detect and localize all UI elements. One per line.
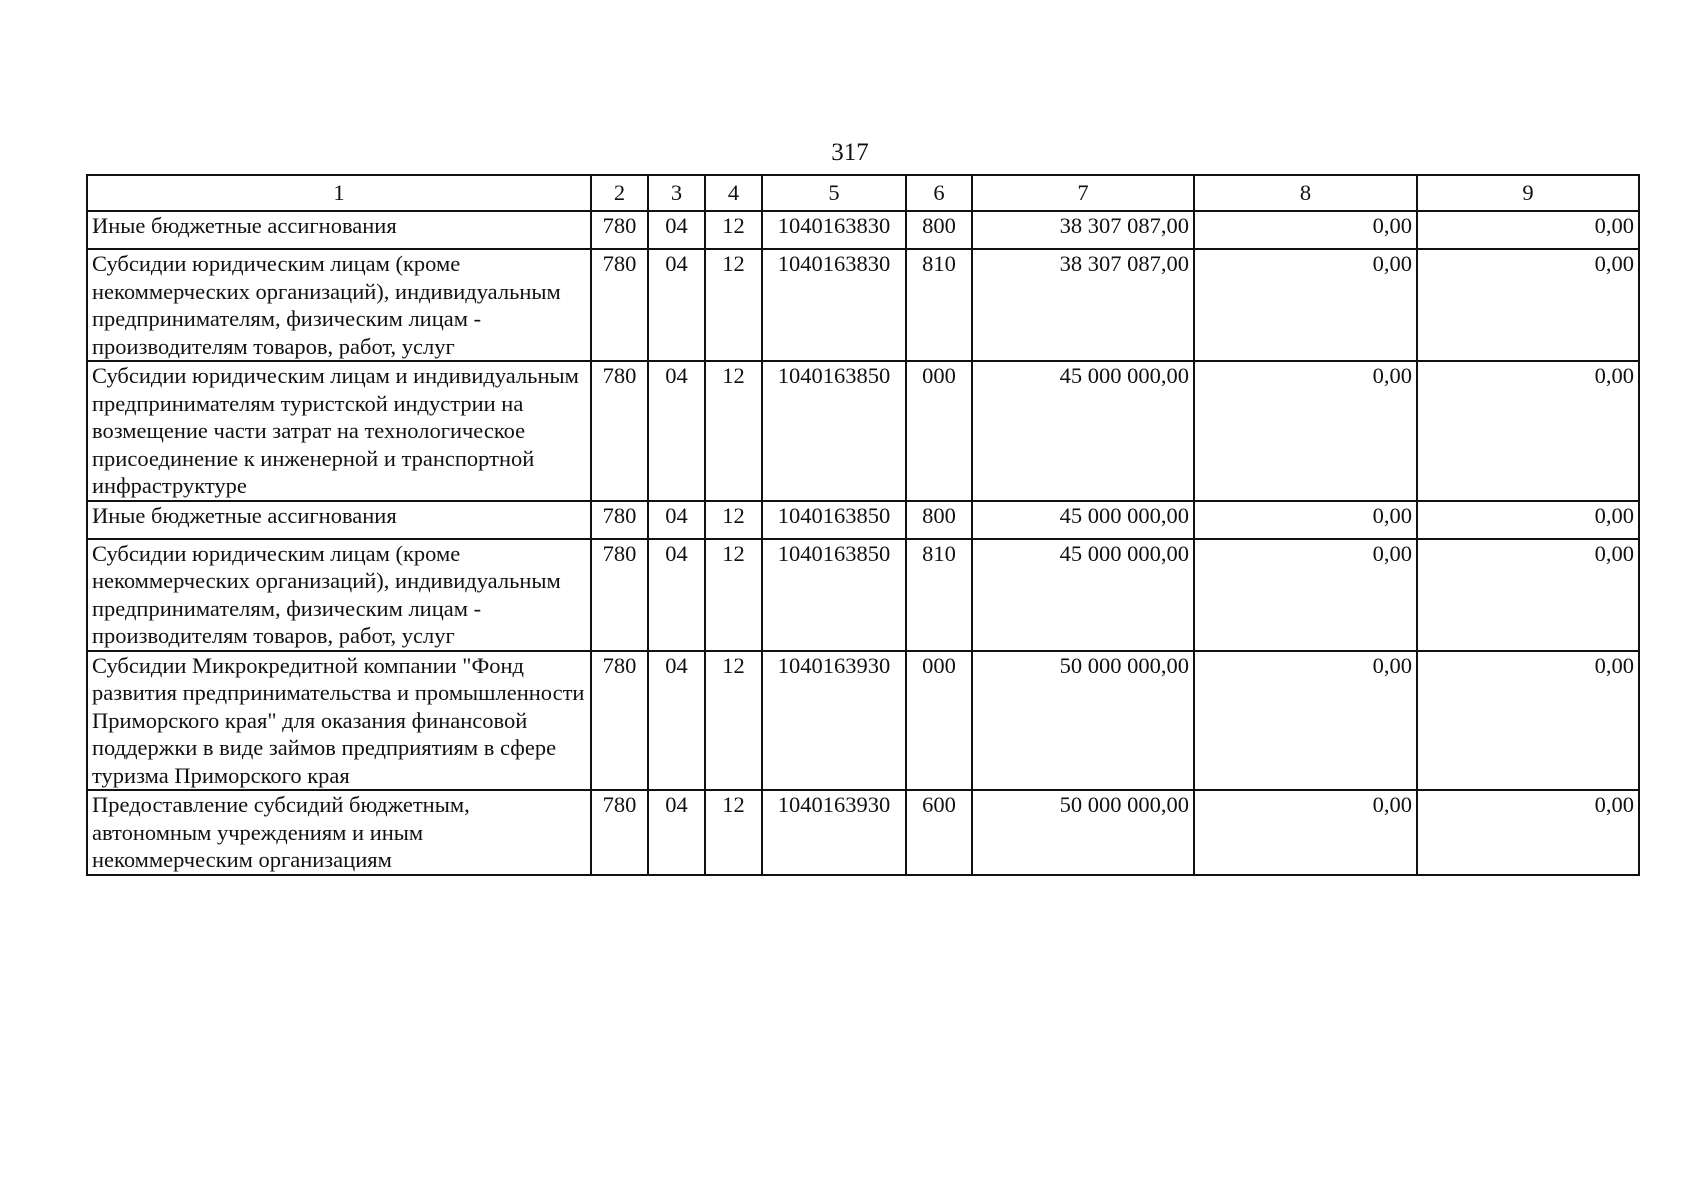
table-row bbox=[87, 211, 1639, 249]
row-section-code: 04 bbox=[648, 790, 705, 875]
column-header: 5 bbox=[762, 175, 906, 211]
table-row bbox=[87, 361, 1639, 501]
row-amount-7: 50 000 000,00 bbox=[972, 651, 1194, 791]
row-subsection-code: 12 bbox=[705, 501, 762, 539]
row-name: Иные бюджетные ассигнования bbox=[87, 501, 591, 539]
table-row bbox=[87, 651, 1639, 791]
row-expense-type: 810 bbox=[906, 539, 972, 651]
row-ministry-code: 780 bbox=[591, 790, 648, 875]
row-amount-7: 38 307 087,00 bbox=[972, 211, 1194, 249]
row-expense-type: 810 bbox=[906, 249, 972, 361]
row-name: Субсидии юридическим лицам и индивидуальным предпринимателям туристской индустрии на возмещение части затрат на технологическое присоединение к инженерной и транспортной инфраструктуре bbox=[87, 361, 591, 501]
row-name: Субсидии Микрокредитной компании "Фонд развития предпринимательства и промышленности Приморского края" для оказания финансовой поддержки в виде займов предприятиям в сфере туризма Приморского края bbox=[87, 651, 591, 791]
column-header: 4 bbox=[705, 175, 762, 211]
table-row bbox=[87, 501, 1639, 539]
row-amount-7: 45 000 000,00 bbox=[972, 361, 1194, 501]
row-expense-type: 000 bbox=[906, 651, 972, 791]
row-target-code: 1040163850 bbox=[762, 501, 906, 539]
row-ministry-code: 780 bbox=[591, 249, 648, 361]
row-ministry-code: 780 bbox=[591, 539, 648, 651]
row-amount-9: 0,00 bbox=[1417, 211, 1639, 249]
row-amount-9: 0,00 bbox=[1417, 790, 1639, 875]
row-amount-7: 50 000 000,00 bbox=[972, 790, 1194, 875]
row-amount-7: 45 000 000,00 bbox=[972, 539, 1194, 651]
row-subsection-code: 12 bbox=[705, 790, 762, 875]
row-ministry-code: 780 bbox=[591, 361, 648, 501]
row-section-code: 04 bbox=[648, 361, 705, 501]
column-header: 8 bbox=[1194, 175, 1417, 211]
row-expense-type: 000 bbox=[906, 361, 972, 501]
row-amount-8: 0,00 bbox=[1194, 361, 1417, 501]
column-header: 3 bbox=[648, 175, 705, 211]
column-header: 9 bbox=[1417, 175, 1639, 211]
column-header: 7 bbox=[972, 175, 1194, 211]
row-expense-type: 800 bbox=[906, 211, 972, 249]
row-amount-9: 0,00 bbox=[1417, 361, 1639, 501]
row-section-code: 04 bbox=[648, 651, 705, 791]
row-expense-type: 600 bbox=[906, 790, 972, 875]
row-subsection-code: 12 bbox=[705, 651, 762, 791]
row-amount-8: 0,00 bbox=[1194, 539, 1417, 651]
row-target-code: 1040163930 bbox=[762, 790, 906, 875]
row-target-code: 1040163930 bbox=[762, 651, 906, 791]
header-row bbox=[87, 175, 1639, 211]
row-name: Субсидии юридическим лицам (кроме некоммерческих организаций), индивидуальным предпринимателям, физическим лицам - производителям товаров, работ, услуг bbox=[87, 249, 591, 361]
row-amount-8: 0,00 bbox=[1194, 651, 1417, 791]
row-name: Иные бюджетные ассигнования bbox=[87, 211, 591, 249]
table-row bbox=[87, 249, 1639, 361]
row-section-code: 04 bbox=[648, 501, 705, 539]
row-amount-9: 0,00 bbox=[1417, 249, 1639, 361]
row-target-code: 1040163830 bbox=[762, 211, 906, 249]
row-amount-7: 38 307 087,00 bbox=[972, 249, 1194, 361]
table-row bbox=[87, 539, 1639, 651]
page-number: 317 bbox=[831, 139, 869, 166]
row-ministry-code: 780 bbox=[591, 651, 648, 791]
table-row bbox=[87, 790, 1639, 875]
row-amount-9: 0,00 bbox=[1417, 501, 1639, 539]
row-name: Субсидии юридическим лицам (кроме некоммерческих организаций), индивидуальным предпринимателям, физическим лицам - производителям товаров, работ, услуг bbox=[87, 539, 591, 651]
column-header: 1 bbox=[87, 175, 591, 211]
row-amount-8: 0,00 bbox=[1194, 249, 1417, 361]
row-amount-7: 45 000 000,00 bbox=[972, 501, 1194, 539]
row-ministry-code: 780 bbox=[591, 211, 648, 249]
row-subsection-code: 12 bbox=[705, 361, 762, 501]
column-header: 6 bbox=[906, 175, 972, 211]
row-subsection-code: 12 bbox=[705, 249, 762, 361]
row-target-code: 1040163830 bbox=[762, 249, 906, 361]
row-subsection-code: 12 bbox=[705, 211, 762, 249]
row-subsection-code: 12 bbox=[705, 539, 762, 651]
row-name: Предоставление субсидий бюджетным, автономным учреждениям и иным некоммерческим организациям bbox=[87, 790, 591, 875]
row-amount-8: 0,00 bbox=[1194, 211, 1417, 249]
column-header: 2 bbox=[591, 175, 648, 211]
row-expense-type: 800 bbox=[906, 501, 972, 539]
row-amount-8: 0,00 bbox=[1194, 790, 1417, 875]
row-target-code: 1040163850 bbox=[762, 361, 906, 501]
row-ministry-code: 780 bbox=[591, 501, 648, 539]
row-section-code: 04 bbox=[648, 249, 705, 361]
row-amount-9: 0,00 bbox=[1417, 539, 1639, 651]
row-target-code: 1040163850 bbox=[762, 539, 906, 651]
row-section-code: 04 bbox=[648, 211, 705, 249]
budget-table bbox=[86, 174, 1640, 876]
row-amount-8: 0,00 bbox=[1194, 501, 1417, 539]
row-section-code: 04 bbox=[648, 539, 705, 651]
row-amount-9: 0,00 bbox=[1417, 651, 1639, 791]
